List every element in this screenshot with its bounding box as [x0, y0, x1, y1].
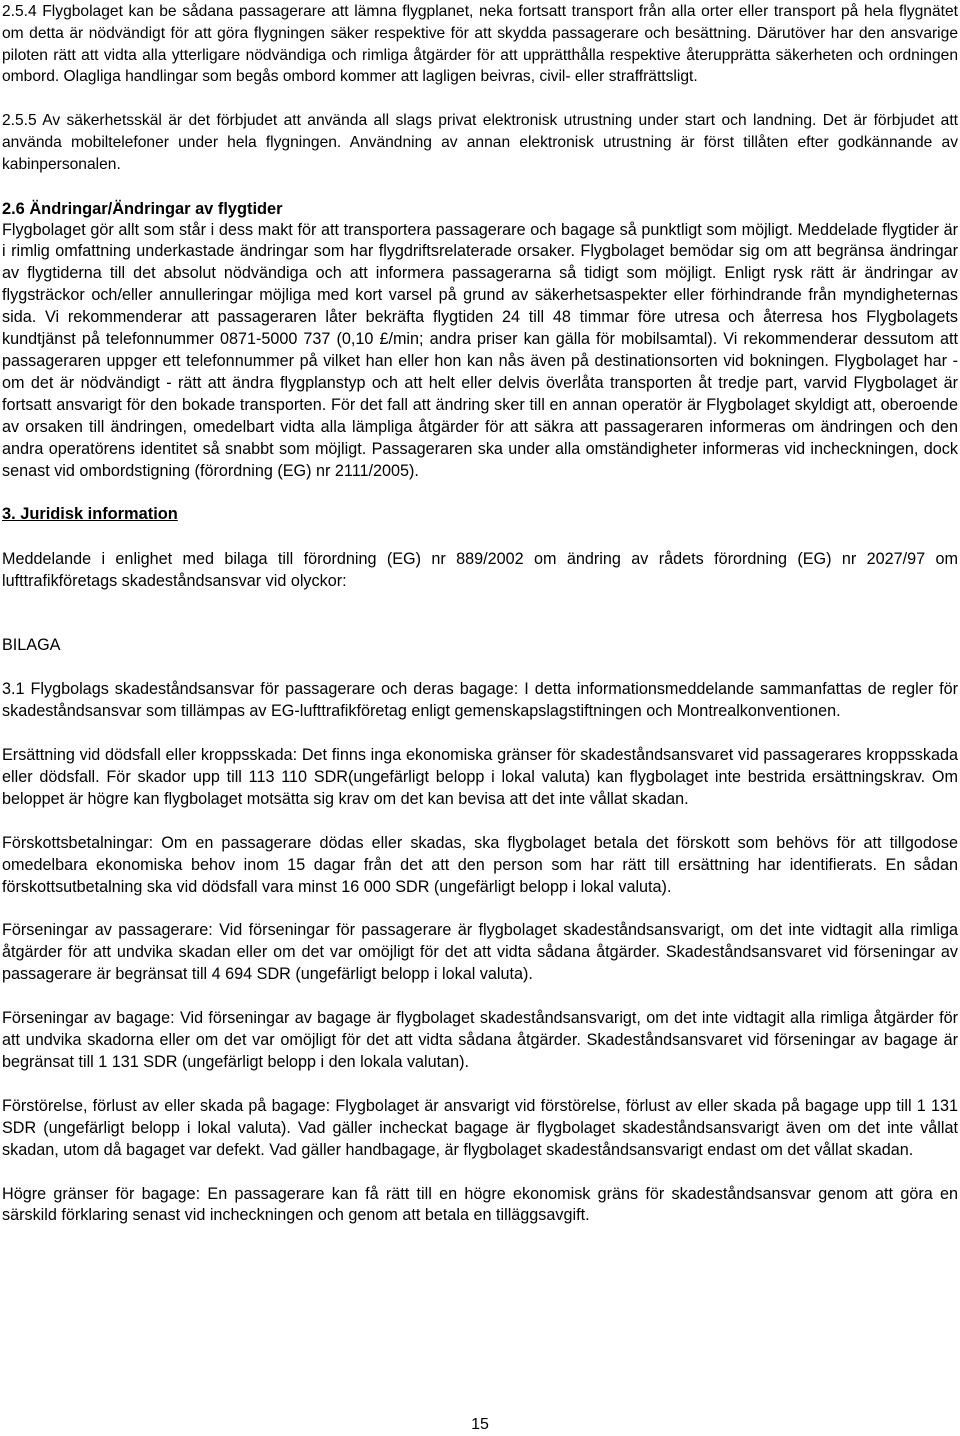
paragraph-3-intro: Meddelande i enlighet med bilaga till förordning (EG) nr 889/2002 om ändring av rådets förordning (EG) nr 2027/97 om lufttrafikföretags skadeståndsansvar vid olyckor: [2, 550, 958, 591]
bilaga-label: BILAGA [2, 636, 61, 655]
paragraph-2-5-5: 2.5.5 Av säkerhetsskäl är det förbjudet att använda all slags privat elektronisk utrustning under start och landning. Det är förbjudet att använda mobiltelefoner under hela flygningen. Användning av annan elektronisk utrustning är först tillåten efter godkännande av kabinpersonalen. [2, 112, 958, 173]
paragraph-forstorelse-bagage: Förstörelse, förlust av eller skada på bagage: Flygbolaget är ansvarigt vid förstörelse, förlust av eller skada på bagage upp till 1 131 SDR (ungefärligt belopp i lokal valuta). Vad gäller incheckat bagage är flygbolaget skadeståndsansvarigt även om det inte vållat skadan, utom då bagaget var defekt. Vad gäller handbagage, är flygbolaget skadeståndsansvarigt endast om det vållat skadan. [2, 1096, 958, 1159]
paragraph-forskottsbetalningar: Förskottsbetalningar: Om en passagerare dödas eller skadas, ska flygbolaget betala det förskott som behövs för att tillgodose omedelbara ekonomiska behov inom 15 dagar från det att den person som har rätt till ersättning har identifierats. En sådan förskottsutbetalning ska vid dödsfall vara minst 16 000 SDR (ungefärligt belopp i lokal valuta). [2, 833, 958, 896]
paragraph-2-6: Flygbolaget gör allt som står i dess makt för att transportera passagerare och bagage så punktligt som möjligt. Meddelade flygtider är i rimlig omfattning underkastade ändringar som har flygdriftsrelaterade orsaker. Flygbolaget bemödar sig om att begränsa ändringar av flygtiderna till det absolut nödvändiga och att informera passagerarna så tidigt som möjligt. Enligt rysk rätt är ändringar av flygsträckor och/eller annulleringar möjliga med kort varsel på grund av säkerhetsaspekter eller förhindrande från myndigheternas sida. Vi rekommenderar att passageraren låter bekräfta flygtiden 24 till 48 timmar före utresa och återresa hos Flygbolagets kundtjänst på telefonnummer 0871-5000 737 (0,10 £/min; andra priser kan gälla för mobilsamtal). Vi rekommenderar dessutom att passageraren uppger ett telefonnummer på vilket han eller hon kan nås även på destinationsorten vid bokningen. Flygbolaget har - om det är nödvändigt - rätt att ändra flygplanstyp och att helt eller delvis överlåta transporten åt tredje part, varvid Flygbolaget är fortsatt ansvarigt för den bokade transporten. För det fall att ändring sker till en annan operatör är Flygbolaget skyldigt att, oberoende av orsaken till ändringen, omedelbart vidta alla lämpliga åtgärder för att säkra att passageraren informeras om ändringen och den andra operatörens identitet så snabbt som möjligt. Passageraren ska under alla omständigheter informeras vid incheckningen, dock senast vid ombordstigning (förordning (EG) nr 2111/2005). [2, 220, 958, 480]
paragraph-forseningar-bagage: Förseningar av bagage: Vid förseningar av bagage är flygbolaget skadeståndsansvarigt, om det inte vidtagit alla rimliga åtgärder för att undvika skadorna eller om det var omöjligt för det att vidta sådana åtgärder. Skadeståndsansvaret vid förseningar av bagage är begränsat till 1 131 SDR (ungefärligt belopp i den lokala valutan). [2, 1009, 958, 1071]
page-number: 15 [471, 1416, 489, 1433]
heading-2-6: 2.6 Ändringar/Ändringar av flygtider [2, 199, 283, 218]
paragraph-2-5-4: 2.5.4 Flygbolaget kan be sådana passagerare att lämna flygplanet, neka fortsatt transport från alla orter eller transport på hela flygnätet om detta är nödvändigt för att göra flygningen säker respektive för att skydda passagerare och besättning. Därutöver har den ansvarige piloten rätt att vidta alla ytterligare nödvändiga och rimliga åtgärder för att upprätthålla respektive återupprätta säkerheten och ordningen ombord. Olagliga handlingar som begås ombord kommer att lagligen beivras, civil- eller straffrättsligt. [2, 3, 958, 86]
paragraph-hogre-granser: Högre gränser för bagage: En passagerare kan få rätt till en högre ekonomisk gräns för skadeståndsansvar genom att göra en särskild förklaring senast vid incheckningen och genom att betala en tilläggsavgift. [2, 1184, 958, 1225]
paragraph-3-1: 3.1 Flygbolags skadeståndsansvar för passagerare och deras bagage: I detta informationsmeddelande sammanfattas de regler för skadeståndsansvar som tillämpas av EG-lufttrafikföretag enligt gemenskapslagstiftningen och Montrealkonventionen. [2, 680, 958, 721]
paragraph-dodsfall: Ersättning vid dödsfall eller kroppsskada: Det finns inga ekonomiska gränser för skadeståndsansvaret vid passagerares kroppsskada eller dödsfall. För skador upp till 113 110 SDR(ungefärligt belopp i lokal valuta) kan flygbolaget inte bestrida ersättningskrav. Om beloppet är högre kan flygbolaget motsätta sig krav om det kan bevisa att det inte vållat skadan. [2, 745, 958, 808]
section-3-title: 3. Juridisk information [2, 505, 178, 524]
paragraph-forseningar-passagerare: Förseningar av passagerare: Vid förseningar för passagerare är flygbolaget skadeståndsansvarigt, om det inte vidtagit alla rimliga åtgärder för att undvika skadan eller om det var omöjligt för det att vidta sådana åtgärder. Skadeståndsansvaret vid förseningar av passagerare är begränsat till 4 694 SDR (ungefärligt belopp i lokal valuta). [2, 921, 958, 984]
